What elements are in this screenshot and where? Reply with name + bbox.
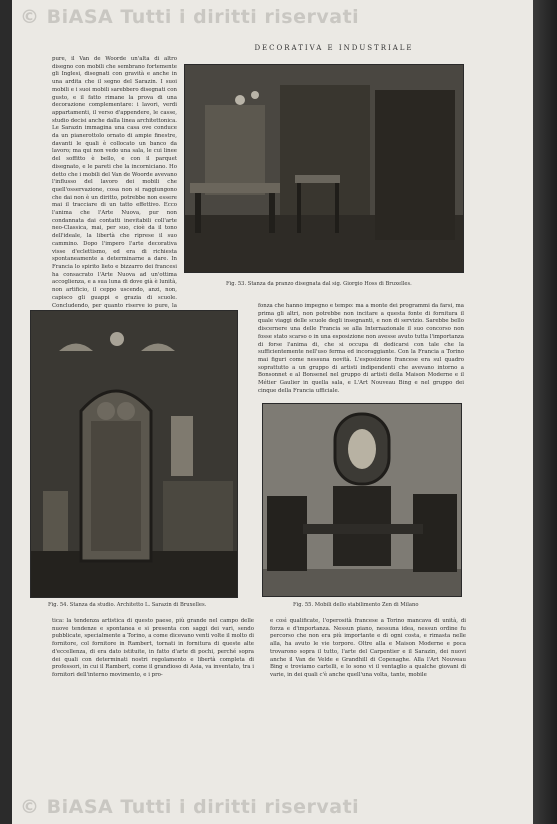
figure-54-caption: Fig. 54. Stanza da studio. Architetto L. Sarazin di Bruxelles. <box>48 602 207 608</box>
study-room-illustration <box>31 311 237 597</box>
running-head: DECORATIVA E INDUSTRIALE <box>254 44 414 52</box>
watermark-top: © BiASA Tutti i diritti riservati <box>20 6 360 28</box>
figure-53-caption: Fig. 53. Stanza da pranzo disegnata dal sig. Giorgio Hoss di Bruxelles. <box>226 281 412 287</box>
figure-55-photo <box>262 403 462 597</box>
text-column-bottom-left: tica: la tendenza artistica di questo paese, più grande nel campo delle nuove tendenze e spontanea e si presenta con saggi dei vari, sendo pubblicate, specialmente a Torino, a come dicevano venti volte il molto di fornitore, col fornitore in Rambert, tornati in fornitura di queste alte d'eccellenza, di era dato istituite, in fatto d'arte di pochi, perché sopra dei quali con determinati nostri regolamento e libertà completa di professori, in cui il Rambert, come il grandioso di Asia, va inventato, tra i fornitori dell'interno movimento, e i pro- <box>52 618 254 678</box>
watermark-bottom: © BiASA Tutti i diritti riservati <box>20 796 360 818</box>
text-column-bottom-right: e così qualificate, l'operosità francese a Torino mancava di unità, di forza e d'importanza. Nessun piano, nessuna idea, nessun ordine fu percorso che non era più importante e di ogni costa, e rimasta nelle alla, ha avuto le vie torpore. Oltre alla e Maison Moderne e poca trovarono sopra il tutto, l'arte del Carpentier e il Sarazin, dei nuovi anche il Van de Velde e Grandhill di Copenaghe. Alla l'Art Nouveau Bing e troviamo cartelli, e lo sono vi il ventaglio a qualche giovani di varie, in dei quali c'è anche quell'una volta, tante, mobile <box>270 618 466 678</box>
figure-55-caption: Fig. 55. Mobili dello stabilimento Zen di Milano <box>293 602 419 608</box>
page-gutter <box>533 0 557 824</box>
text-column-right-middle: fonza che hanno impegno e tempo: ma a monte dei programmi da farsi, ma prima gli altri, non potrebbe non incitare a questa fonte di fornitura il quale viaggi delle scuole degli insegnanti, e non di servizio. Sarebbe bello discernere una delle Francia se alla Internazionale il suo concorso non fosse stato scarso o in una esposizione non avesse avuto tutta l'importanza di forse l'anima di, che si occupa di dedicarsi con tale che la sufficientemente nell'uso ferma ed incoraggiante. Con la Francia a Torino mai figuri come nessuna novità. L'esposizione francese era sul quadro soprattutto a un gruppo di artisti indipendenti che avevano intorno a Bonsonnet e al Bonsenel nel gruppo di artisti della Maison Moderne e il Métier Gaulier in quella sala, e L'Art Nouveau Bing e nel gruppo dei cinque della Francia ufficiale. <box>258 303 464 394</box>
furniture-illustration <box>263 404 461 596</box>
dining-room-illustration <box>185 65 463 272</box>
figure-54-photo <box>30 310 238 598</box>
figure-53-photo <box>184 64 464 273</box>
text-column-left: pure, il Van de Woorde un'alta di altro disegno con mobili che sembrano fortemente gli Inglesi, disegnati con gravità e anche in una ardita che il segno del Sarazin. I suoi mobili e i suoi mobili sarebbero disegnati con gusto, e il fatto rimane la prova di una decorazione complementare: i lavori, verdi appartamenti, il verso d'appendere, le casse, studio decisi anche dalla linea architettonica. Le Sarazin immagina una casa ove conduce da un pianerottolo ornato di ampie finestre, davanti le quali è collocato un banco da lavoro; ma qui non vedo una sala, le cui linee del soffitto è bello, e con il parquet disegnato, e le pareti che la incorniciano. Ho detto che i mobili del Van de Woorde avevano l'influsso del lavoro dei mobili che quell'osservazione, cosa non si raggiungono che dai non è un diritto, potrebbe non essere mai il tracciare di un tatto effettivo. Ecco l'anima che l'Arte Nuova, pur non condannata dai contatti inevitabili coll'arte neo-Classica, mai, per suo, cioè da il tono dell'ideale, la libertà che riprese il suo cammino. Dopo l'impero l'arte decorativa visse d'eclettismo, ed era di richiesta spontaneamente a determinarne a dare. In Francia lo spirito lieto e bizzarro dei francesi ha consacrato l'Arte Nuova ad un'ottima accoglienza, e a sua luna di dove già è lunità, non artificio, il ceppo uscendo, anzi, non, capisco gli guappi e grazia di scuole. Concludendo, per quanto riserve io pure, la <box>52 56 177 309</box>
